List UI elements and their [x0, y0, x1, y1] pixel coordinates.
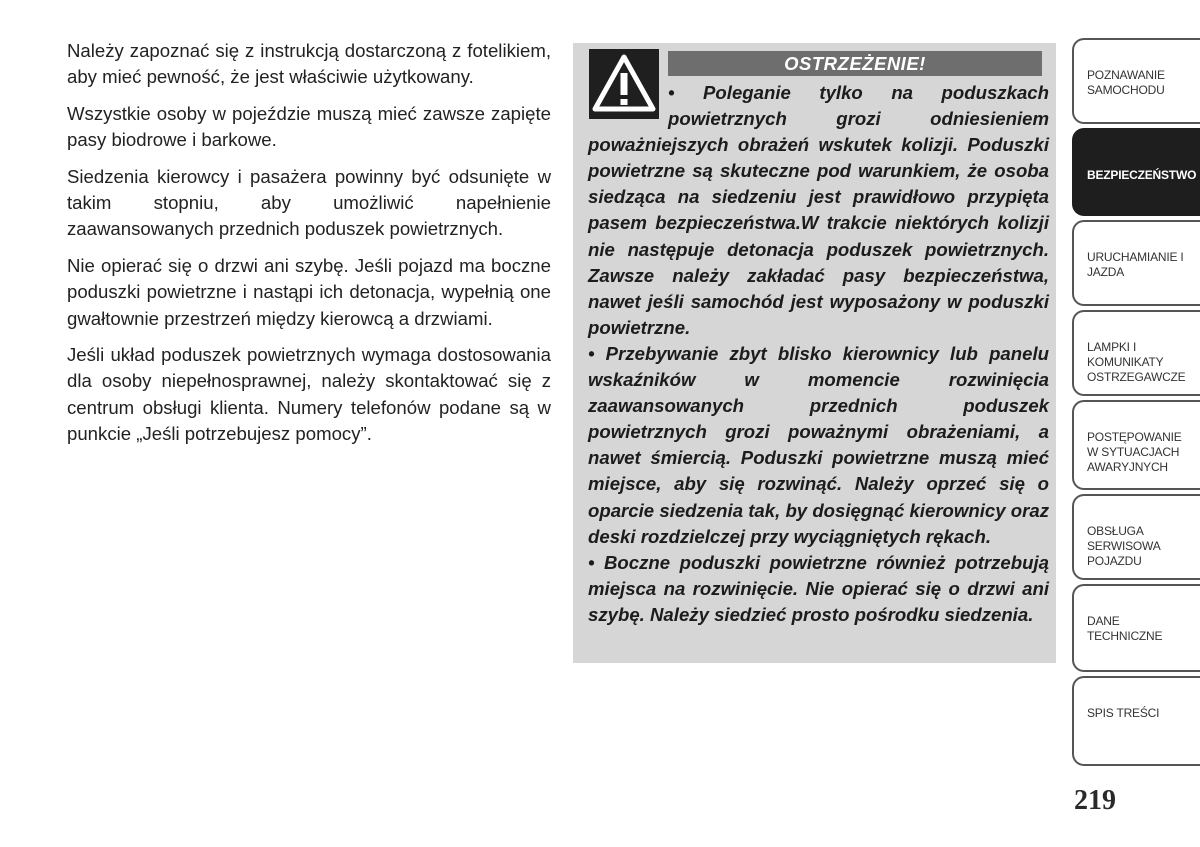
- paragraph: Wszystkie osoby w pojeździe muszą mieć zawsze zapięte pasy biodrowe i barkowe.: [67, 102, 551, 151]
- tab-label: POZNAWANIE SAMOCHODU: [1087, 68, 1165, 97]
- tab-spis-tresci[interactable]: [1072, 676, 1200, 766]
- warning-item: • Przebywanie zbyt blisko kierownicy lub panelu wskaźników w momencie rozwinięcia zaawansowanych przednich poduszek powietrznych grozi poważnymi obrażeniami, a nawet śmiercią. Poduszki powietrzne muszą mieć miejsce, aby się rozwinąć. Należy oprzeć się o oparcie siedzenia tak, by dosięgnąć kierownicy oraz deski rozdzielczej przy wyciągniętych rękach.: [588, 342, 1049, 547]
- paragraph: Siedzenia kierowcy i pasażera powinny być odsunięte w takim stopniu, aby umożliwić napełnienie zaawansowanych przednich poduszek powietrznych.: [67, 165, 551, 240]
- tab-label: LAMPKI I KOMUNIKATY OSTRZEGAWCZE: [1087, 340, 1186, 384]
- warning-item: • Poleganie tylko na poduszkach powietrznych grozi odniesieniem poważniejszych obrażeń wskutek kolizji. Poduszki powietrzne są skuteczne pod warunkiem, że osoba siedząca na siedzeniu jest prawidłowo przypięta pasem bezpieczeństwa.W trakcie niektórych kolizji nie następuje detonacja poduszek powietrznych. Zawsze należy zakładać pasy bezpieczeństwa, nawet jeśli samochód jest wyposażony w poduszki powietrzne.: [588, 82, 1049, 338]
- tab-bezpieczenstwo[interactable]: [1072, 128, 1200, 216]
- tab-label: URUCHAMIANIE I JAZDA: [1087, 250, 1184, 279]
- page-number: 219: [1074, 785, 1116, 816]
- tab-label: BEZPIECZEŃSTWO: [1087, 168, 1197, 182]
- warning-box: [573, 43, 1056, 663]
- tab-label: OBSŁUGA SERWISOWA POJAZDU: [1087, 524, 1160, 568]
- tab-obsluga-serwisowa[interactable]: [1072, 494, 1200, 580]
- tab-lampki-i-komunikaty[interactable]: [1072, 310, 1200, 396]
- paragraph: Należy zapoznać się z instrukcją dostarczoną z fotelikiem, aby mieć pewność, że jest właściwie użytkowany.: [67, 40, 551, 88]
- warning-title: OSTRZEŻENIE!: [668, 51, 1042, 76]
- tab-poznawanie-samochodu[interactable]: [1072, 38, 1200, 124]
- chapter-tabs: [1072, 38, 1200, 770]
- tab-uruchamianie-i-jazda[interactable]: [1072, 220, 1200, 306]
- body-text-column: [67, 38, 551, 458]
- tab-label: SPIS TREŚCI: [1087, 706, 1160, 720]
- warning-item: • Boczne poduszki powietrzne również potrzebują miejsca na rozwinięcie. Nie opierać się o drzwi ani szybę. Należy siedzieć prosto pośrodku siedzenia.: [588, 551, 1049, 625]
- warning-text: [588, 80, 1049, 628]
- tab-postepowanie-awaryjne[interactable]: [1072, 400, 1200, 490]
- tab-dane-techniczne[interactable]: [1072, 584, 1200, 672]
- tab-label: DANE TECHNICZNE: [1087, 614, 1163, 643]
- tab-label: POSTĘPOWANIE W SYTUACJACH AWARYJNYCH: [1087, 430, 1182, 474]
- paragraph: Jeśli układ poduszek powietrznych wymaga dostosowania dla osoby niepełnosprawnej, należy skontaktować się z centrum obsługi klienta. Numery telefonów podane są w punkcie „Jeśli potrzebujesz pomocy”.: [67, 344, 551, 445]
- paragraph: Nie opierać się o drzwi ani szybę. Jeśli pojazd ma boczne poduszki powietrzne i nastąpi ich detonacja, wypełnią one gwałtownie przestrzeń między kierowcą a drzwiami.: [67, 254, 551, 329]
